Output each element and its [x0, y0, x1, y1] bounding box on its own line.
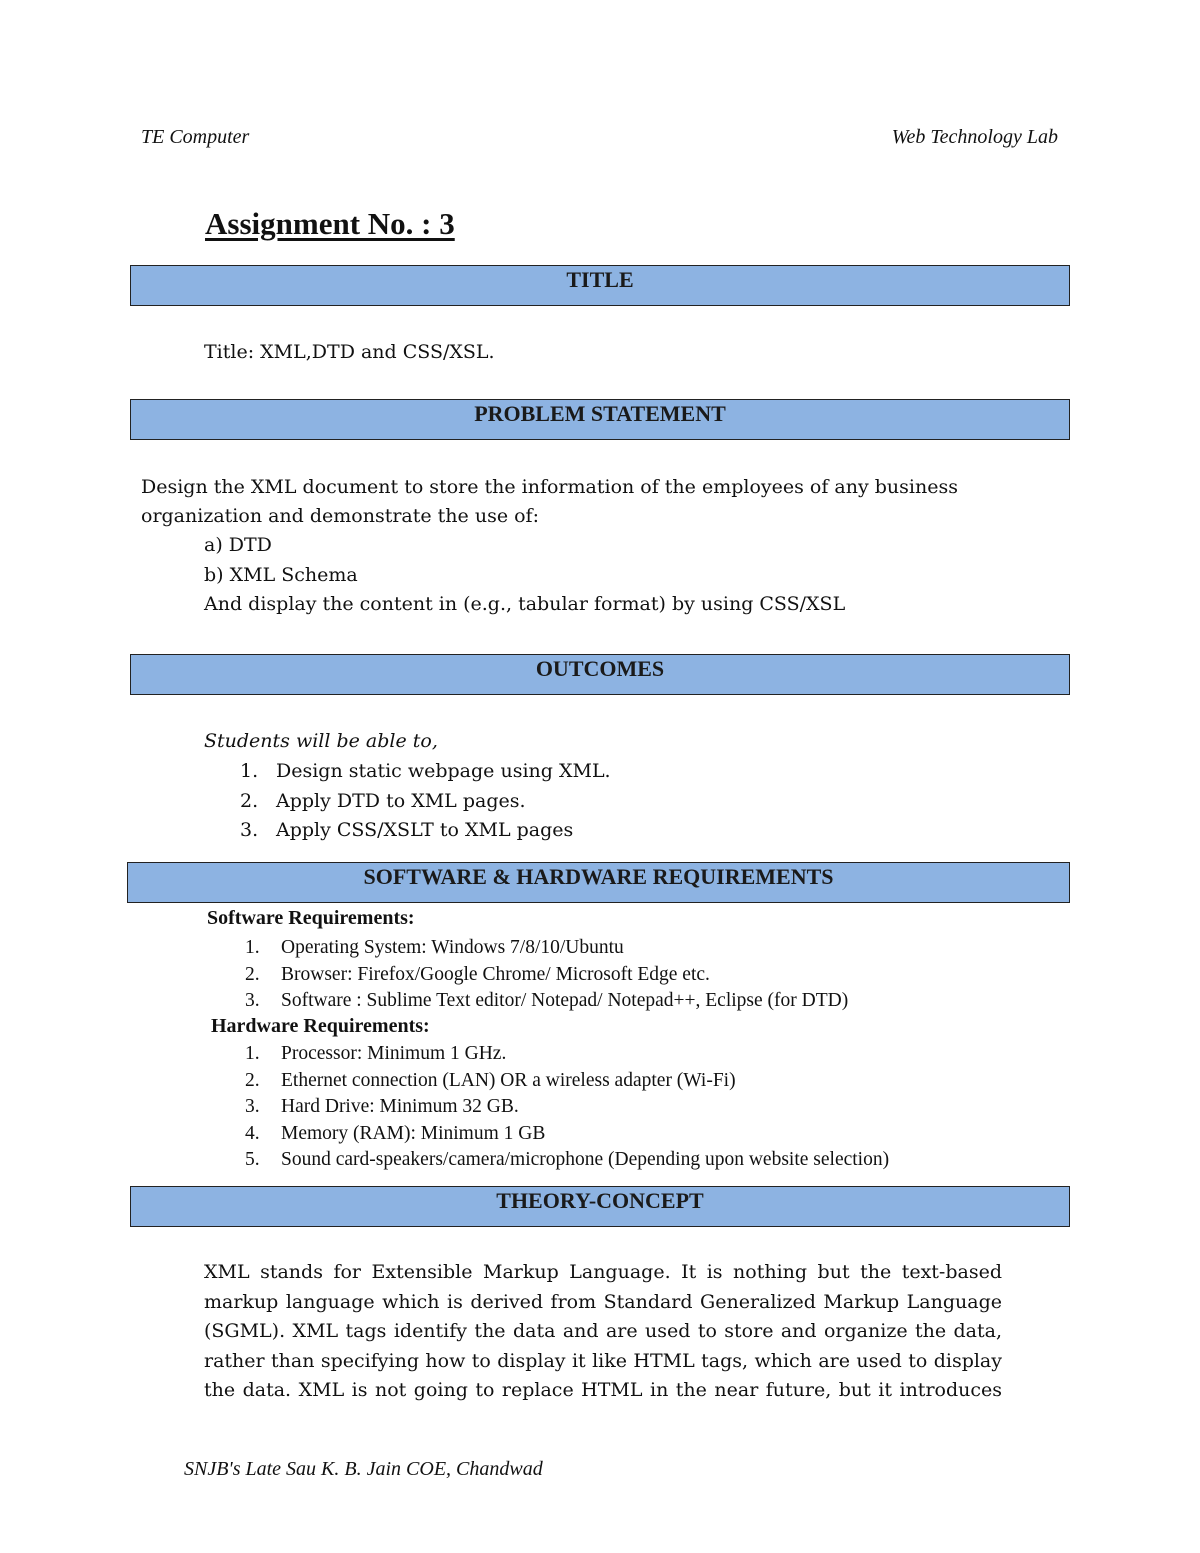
title-text: Title: XML,DTD and CSS/XSL. [204, 341, 495, 363]
section-requirements-band: SOFTWARE & HARDWARE REQUIREMENTS [127, 862, 1070, 903]
list-text: Browser: Firefox/Google Chrome/ Microsoft Edge etc. [281, 963, 710, 985]
list-item [240, 816, 611, 846]
list-text: Sound card-speakers/camera/microphone (Depending upon website selection) [281, 1149, 890, 1170]
outcomes-intro: Students will be able to, [204, 730, 438, 752]
section-theory-band: THEORY-CONCEPT [130, 1186, 1070, 1227]
list-text: Ethernet connection (LAN) OR a wireless adapter (Wi-Fi) [281, 1069, 736, 1091]
list-number: 2. [245, 1069, 260, 1091]
list-item [245, 1041, 889, 1068]
header-left: TE Computer [141, 126, 250, 148]
list-item [245, 962, 848, 989]
list-text: Memory (RAM): Minimum 1 GB [281, 1122, 546, 1144]
list-item [245, 1068, 889, 1095]
list-text: Design static webpage using XML. [276, 760, 611, 782]
list-item [245, 1121, 889, 1148]
list-text: Hard Drive: Minimum 32 GB. [281, 1096, 519, 1117]
list-item [240, 787, 611, 817]
theory-line: the data. XML is not going to replace HTML in the near future, but it introduces [204, 1379, 1002, 1401]
outcomes-list [240, 757, 611, 846]
list-item [245, 1094, 889, 1121]
list-number: 2. [245, 963, 260, 985]
list-item [245, 935, 848, 962]
problem-item-b: b) XML Schema [204, 564, 358, 586]
software-heading: Software Requirements: [207, 907, 415, 929]
list-number: 3. [245, 990, 260, 1011]
hardware-heading: Hardware Requirements: [211, 1015, 430, 1037]
list-number: 3. [245, 1096, 260, 1117]
theory-line: (SGML). XML tags identify the data and are used to store and organize the data, [204, 1320, 1002, 1342]
list-number: 1. [240, 760, 259, 782]
list-item [245, 1147, 890, 1174]
list-number: 2. [240, 789, 259, 812]
problem-line-1: Design the XML document to store the information of the employees of any business [141, 476, 958, 498]
section-problem-band: PROBLEM STATEMENT [130, 399, 1070, 440]
list-text: Apply DTD to XML pages. [276, 789, 526, 812]
hardware-list [245, 1041, 890, 1174]
theory-line: XML stands for Extensible Markup Language. It is nothing but the text-based [204, 1261, 1002, 1283]
list-text: Software : Sublime Text editor/ Notepad/ Notepad++, Eclipse (for DTD) [281, 990, 849, 1011]
list-number: 1. [245, 937, 260, 958]
list-text: Operating System: Windows 7/8/10/Ubuntu [281, 937, 624, 958]
list-item [240, 757, 611, 787]
list-number: 5. [245, 1149, 260, 1170]
list-number: 4. [245, 1122, 260, 1144]
section-outcomes-band: OUTCOMES [130, 654, 1070, 695]
list-number: 1. [245, 1043, 260, 1064]
problem-item-a: a) DTD [204, 534, 272, 556]
header-right: Web Technology Lab [891, 126, 1058, 148]
list-text: Processor: Minimum 1 GHz. [281, 1043, 507, 1064]
list-item [245, 988, 849, 1015]
section-title-band: TITLE [130, 265, 1070, 306]
list-number: 3. [240, 819, 259, 841]
assignment-heading: Assignment No. : 3 [205, 206, 455, 241]
theory-paragraph [204, 1258, 1002, 1406]
problem-display: And display the content in (e.g., tabular format) by using CSS/XSL [204, 593, 846, 615]
list-text: Apply CSS/XSLT to XML pages [276, 819, 574, 841]
footer-institution: SNJB's Late Sau K. B. Jain COE, Chandwad [184, 1458, 543, 1480]
problem-line-2: organization and demonstrate the use of: [141, 505, 539, 527]
theory-line: rather than specifying how to display it like HTML tags, which are used to display [204, 1349, 1002, 1372]
theory-line: markup language which is derived from Standard Generalized Markup Language [204, 1290, 1002, 1313]
software-list [245, 935, 849, 1015]
